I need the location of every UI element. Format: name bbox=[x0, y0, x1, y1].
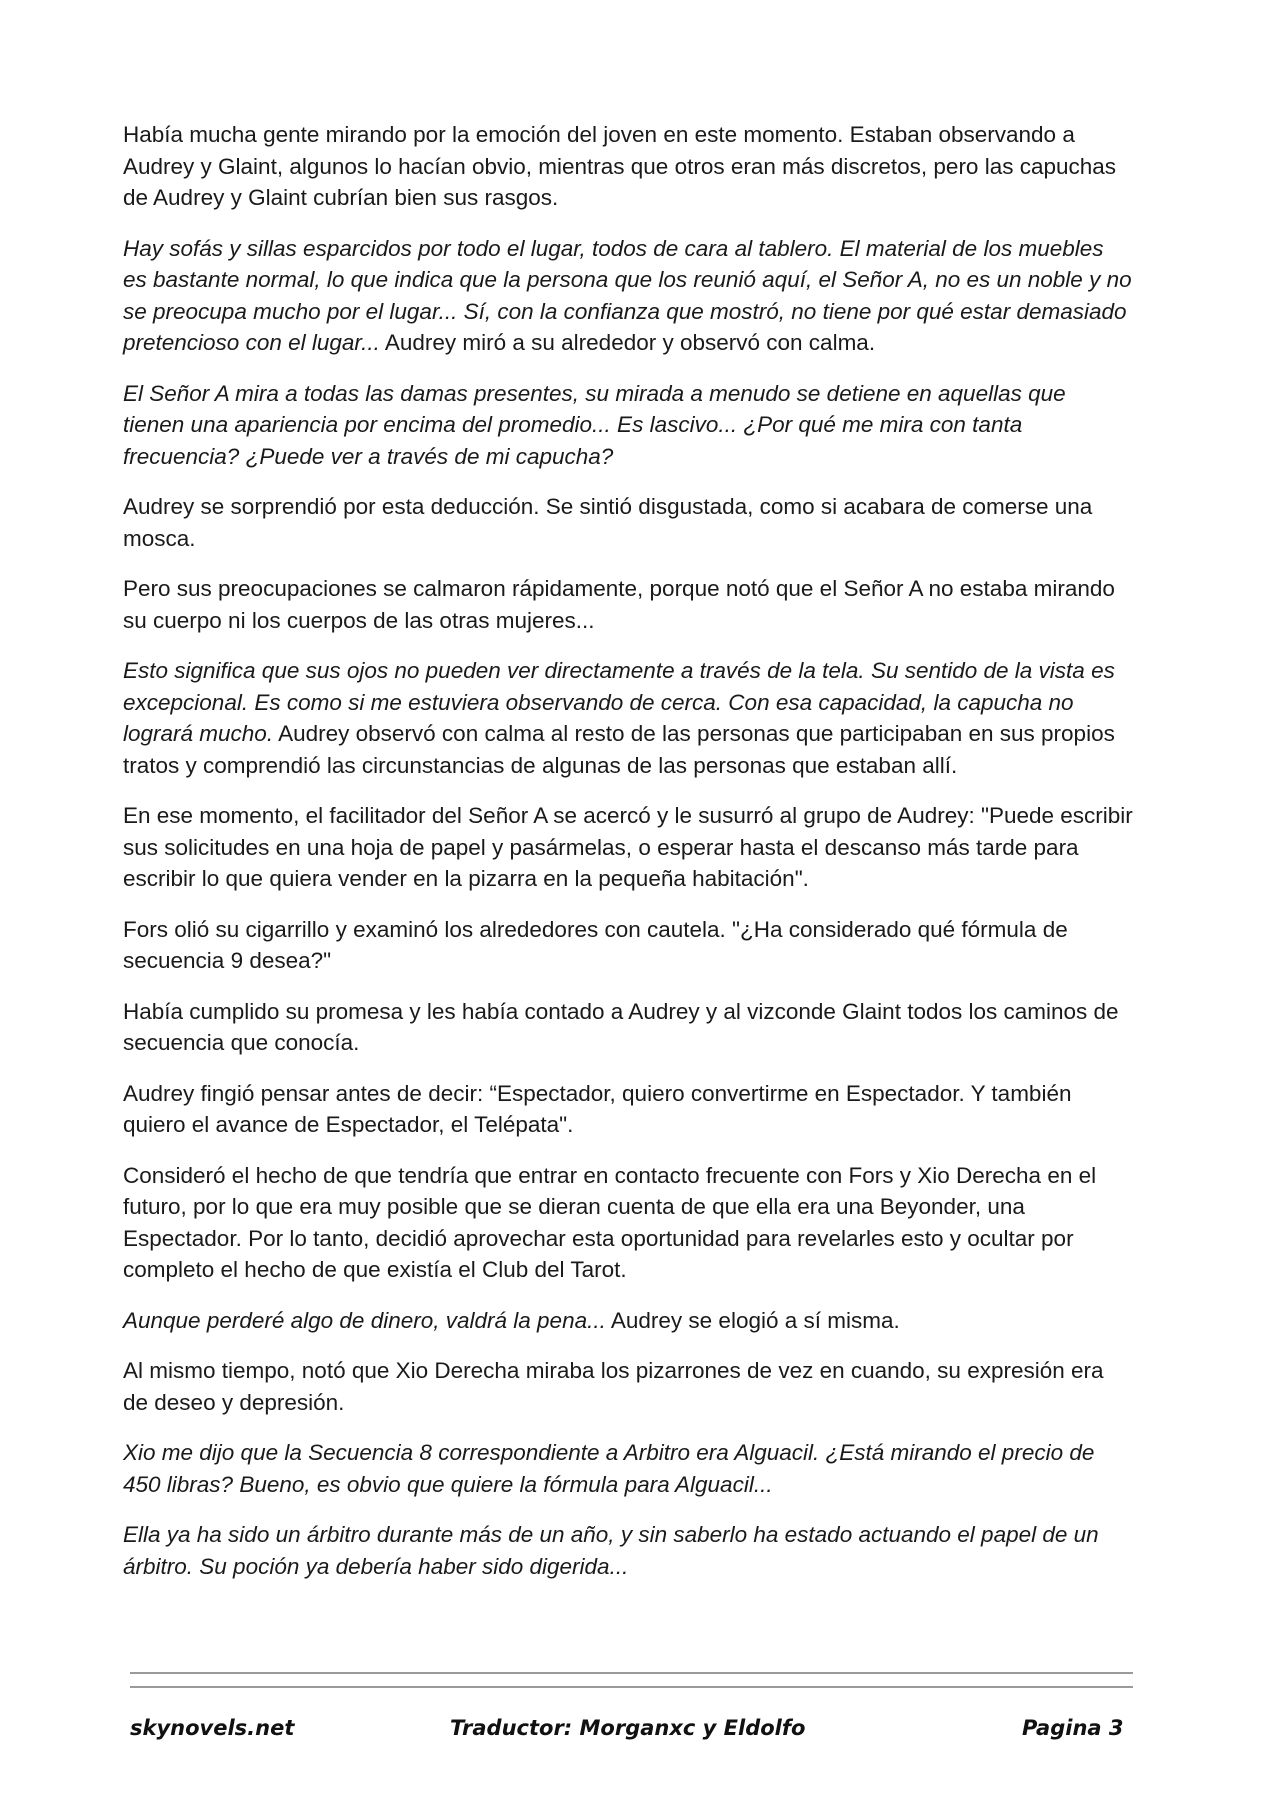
paragraph bbox=[123, 800, 1133, 895]
text-run: Audrey fingió pensar antes de decir: “Espectador, quiero convertirme en Espectador. Y también quiero el avance de Espectador, el Telépata". bbox=[123, 1080, 1072, 1137]
italic-thought: El Señor A mira a todas las damas presentes, su mirada a menudo se detiene en aquellas que tienen una apariencia por encima del promedio... Es lascivo... ¿Por qué me mira con tanta frecuencia? ¿Puede ver a través de mi capucha? bbox=[123, 380, 1066, 469]
paragraph bbox=[123, 378, 1133, 473]
footer-divider-top bbox=[130, 1672, 1133, 1674]
text-run: Fors olió su cigarrillo y examinó los alrededores con cautela. "¿Ha considerado qué fórmula de secuencia 9 desea?" bbox=[123, 916, 1068, 973]
text-run: Había cumplido su promesa y les había contado a Audrey y al vizconde Glaint todos los caminos de secuencia que conocía. bbox=[123, 998, 1119, 1055]
text-run: En ese momento, el facilitador del Señor A se acercó y le susurró al grupo de Audrey: "Puede escribir sus solicitudes en una hoja de papel y pasármelas, o esperar hasta el descanso más tarde para escribir lo que quiera vender en la pizarra en la pequeña habitación". bbox=[123, 803, 1133, 891]
paragraph bbox=[123, 1160, 1133, 1286]
paragraph bbox=[123, 233, 1133, 359]
text-run: Pero sus preocupaciones se calmaron rápidamente, porque notó que el Señor A no estaba mirando su cuerpo ni los cuerpos de las otras mujeres... bbox=[123, 576, 1115, 633]
paragraph bbox=[123, 1355, 1133, 1418]
paragraph bbox=[123, 1519, 1133, 1582]
text-run: Consideró el hecho de que tendría que entrar en contacto frecuente con Fors y Xio Derecha en el futuro, por lo que era muy posible que se dieran cuenta de que ella era una Beyonder, una Espectador. Por lo tanto, decidió aprovechar esta oportunidad para revelarles esto y ocultar por completo el hecho de que existía el Club del Tarot. bbox=[123, 1162, 1097, 1282]
footer-page-number: Pagina 3 bbox=[1022, 1716, 1124, 1740]
italic-thought: Xio me dijo que la Secuencia 8 correspondiente a Arbitro era Alguacil. ¿Está mirando el precio de 450 libras? Bueno, es obvio que quiere la fórmula para Alguacil... bbox=[123, 1440, 1095, 1497]
italic-thought: Ella ya ha sido un árbitro durante más de un año, y sin saberlo ha estado actuando el papel de un árbitro. Su poción ya debería haber sido digerida... bbox=[123, 1522, 1099, 1579]
italic-thought: Aunque perderé algo de dinero, valdrá la pena... bbox=[123, 1307, 606, 1333]
text-run: Al mismo tiempo, notó que Xio Derecha miraba los pizarrones de vez en cuando, su expresión era de deseo y depresión. bbox=[123, 1358, 1104, 1415]
paragraph bbox=[123, 491, 1133, 554]
text-run: Audrey observó con calma al resto de las personas que participaban en sus propios tratos y comprendió las circunstancias de algunas de las personas que estaban allí. bbox=[123, 721, 1115, 778]
paragraph bbox=[123, 1305, 1133, 1337]
paragraph bbox=[123, 914, 1133, 977]
footer-divider-bottom bbox=[130, 1686, 1133, 1688]
paragraph bbox=[123, 1437, 1133, 1500]
paragraph bbox=[123, 1078, 1133, 1141]
paragraph bbox=[123, 996, 1133, 1059]
paragraph bbox=[123, 119, 1133, 214]
paragraph bbox=[123, 573, 1133, 636]
text-run: Audrey se elogió a sí misma. bbox=[605, 1307, 900, 1333]
text-run: Audrey miró a su alrededor y observó con calma. bbox=[379, 330, 876, 355]
body-text bbox=[123, 119, 1133, 1601]
footer-translator: Traductor: Morganxc y Eldolfo bbox=[450, 1716, 806, 1740]
italic-thought: Esto significa que sus ojos no pueden ver directamente a través de la tela. Su sentido de la vista es excepcional. Es como si me estuviera observando de cerca. Con esa capacidad, la capucha no logrará mucho. bbox=[123, 658, 1115, 746]
page-footer bbox=[0, 1716, 1280, 1756]
italic-thought: Hay sofás y sillas esparcidos por todo el lugar, todos de cara al tablero. El material de los muebles es bastante normal, lo que indica que la persona que los reunió aquí, el Señor A, no es un noble y no se preocupa mucho por el lugar... Sí, con la confianza que mostró, no tiene por qué estar demasiado pretencioso con el lugar... bbox=[123, 235, 1132, 355]
text-run: Había mucha gente mirando por la emoción del joven en este momento. Estaban observando a Audrey y Glaint, algunos lo hacían obvio, mientras que otros eran más discretos, pero las capuchas de Audrey y Glaint cubrían bien sus rasgos. bbox=[123, 122, 1117, 210]
paragraph bbox=[123, 655, 1133, 781]
text-run: Audrey se sorprendió por esta deducción. Se sintió disgustada, como si acabara de comerse una mosca. bbox=[123, 494, 1093, 551]
footer-site: skynovels.net bbox=[130, 1716, 295, 1740]
